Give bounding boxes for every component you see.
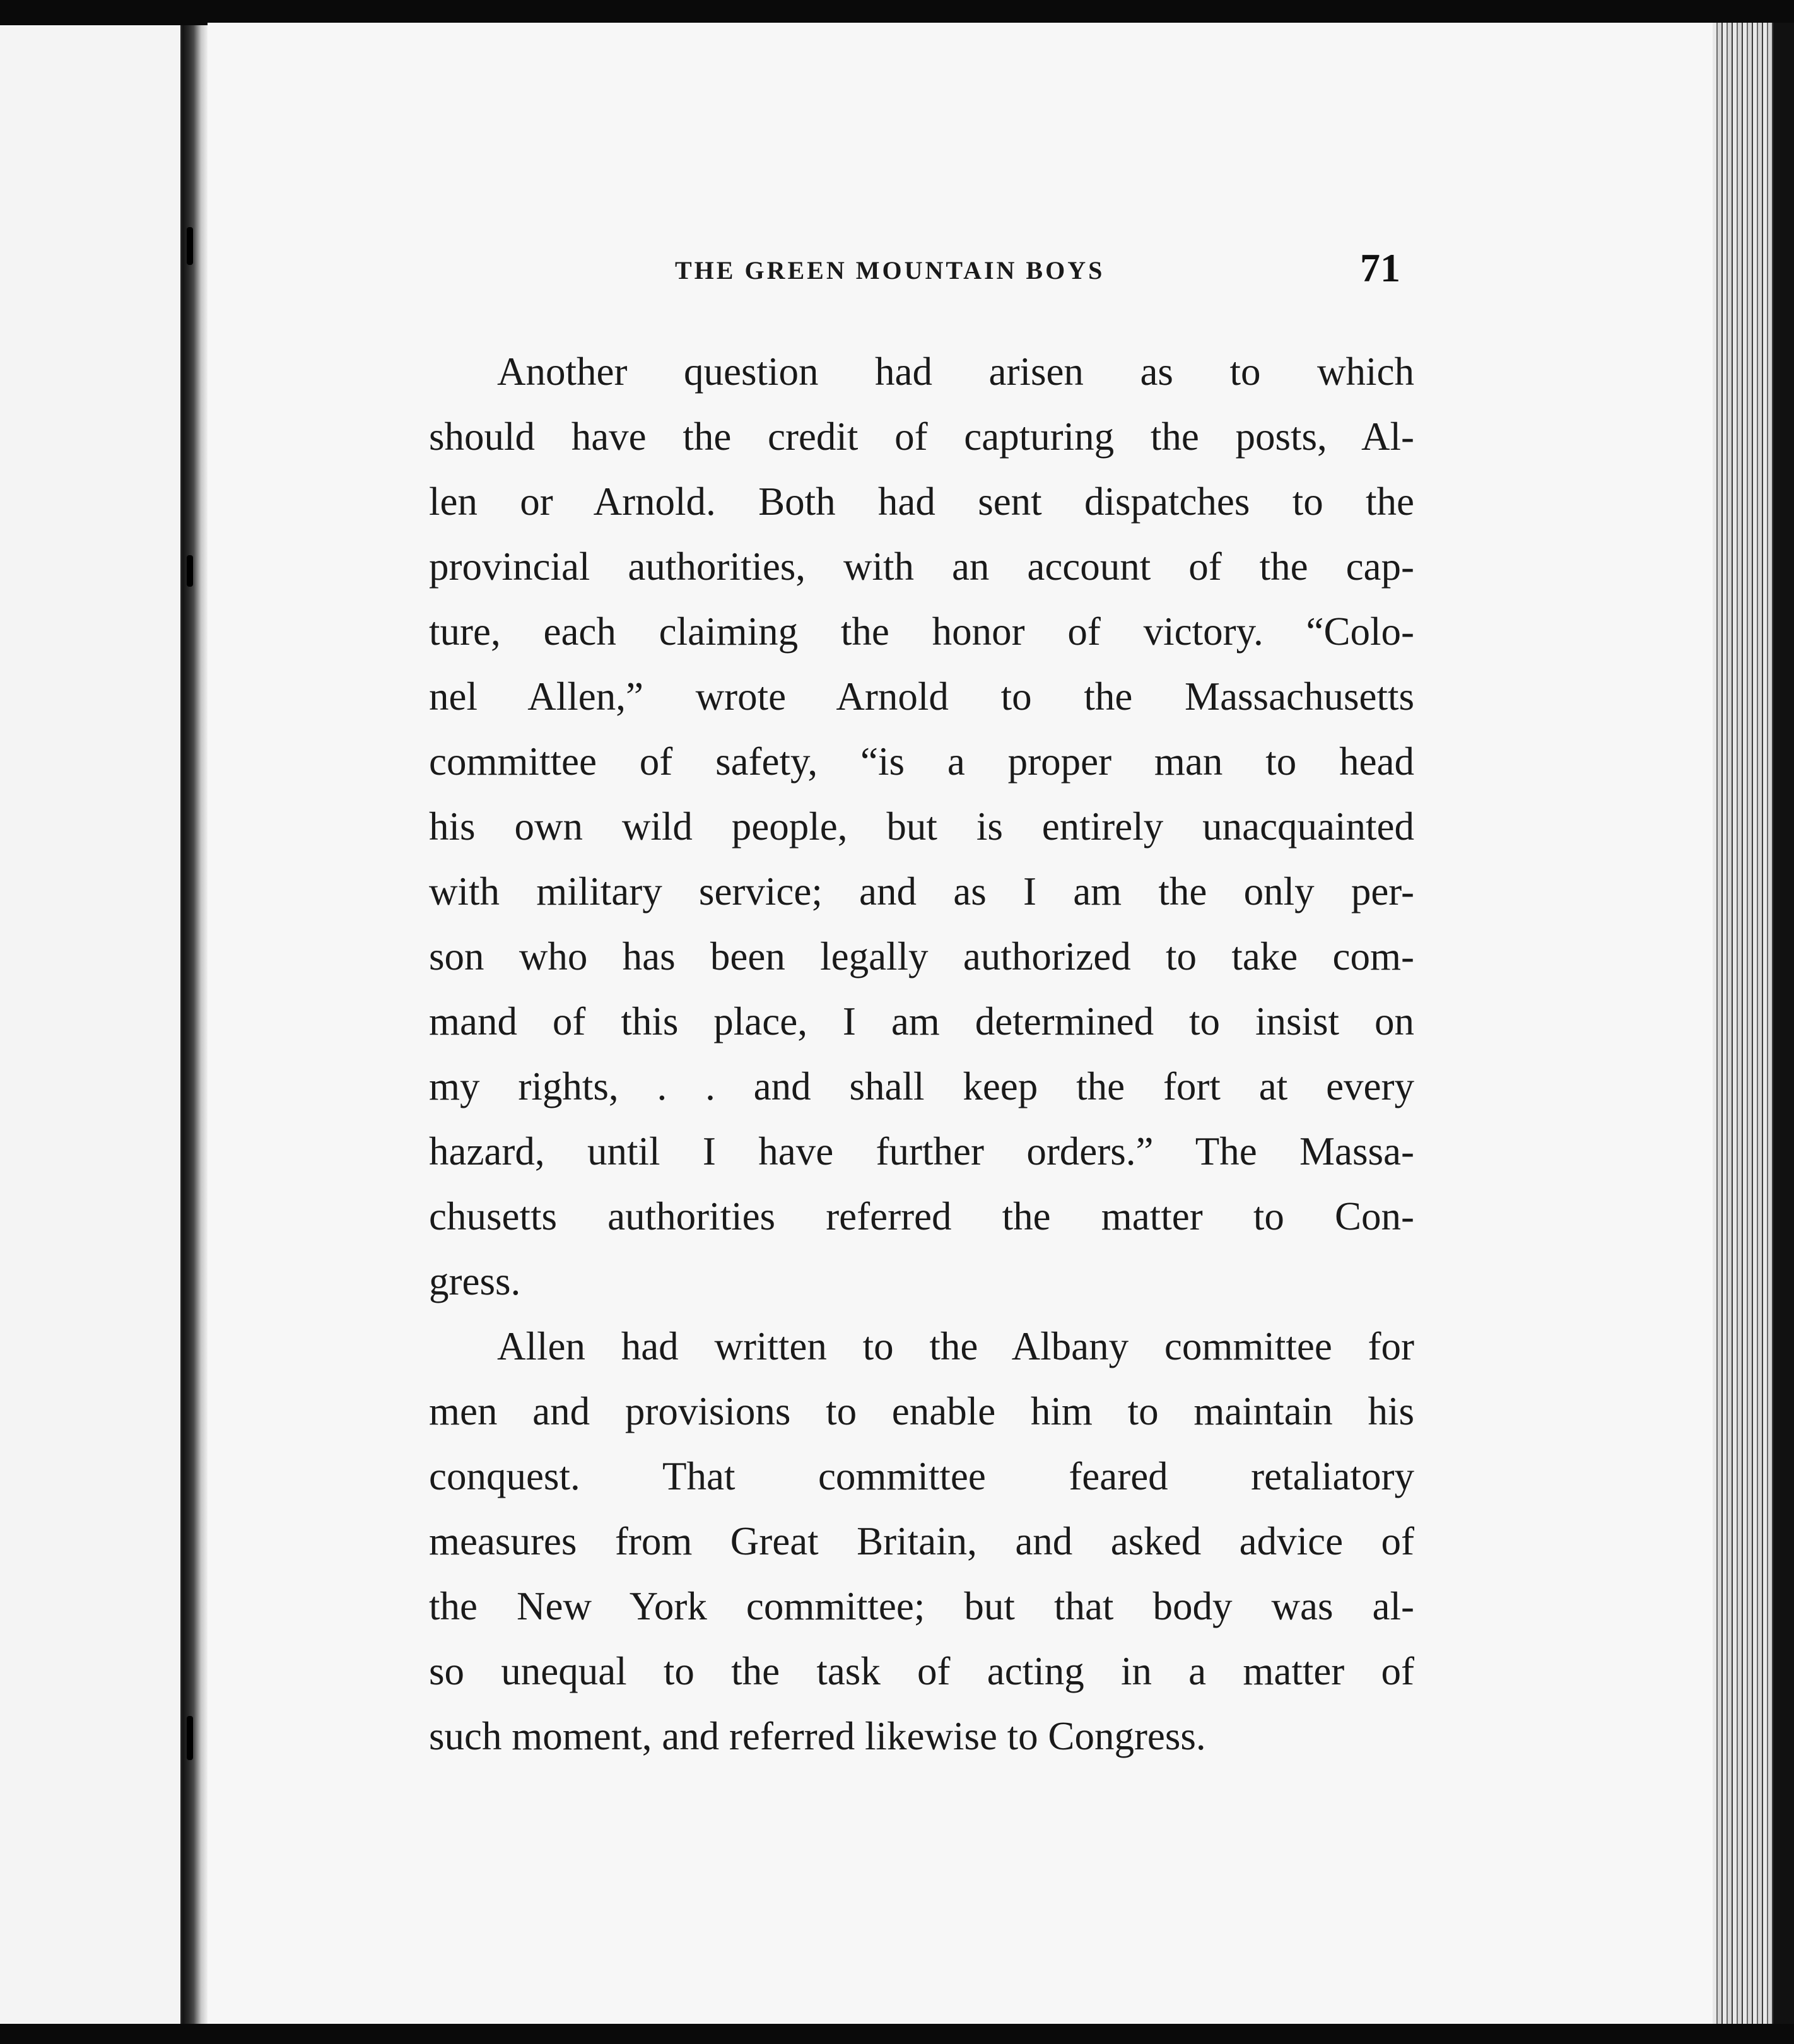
text-line: chusetts authorities referred the matter to Con- (429, 1194, 1414, 1238)
text-line: his own wild people, but is entirely unacquainted (429, 804, 1414, 849)
binding-mark (187, 555, 193, 587)
text-line: gress. (429, 1259, 521, 1303)
text-line: son who has been legally authorized to take com- (429, 934, 1414, 978)
page-edges (1713, 23, 1773, 2024)
binding-mark (187, 1716, 193, 1760)
running-head: THE GREEN MOUNTAIN BOYS (675, 256, 1105, 285)
text-line: provincial authorities, with an account of the cap- (429, 544, 1414, 589)
text-line: my rights, . . and shall keep the fort at every (429, 1064, 1414, 1108)
text-line: men and provisions to enable him to maintain his (429, 1389, 1414, 1433)
text-line: len or Arnold. Both had sent dispatches to the (429, 479, 1414, 524)
text-line: should have the credit of capturing the posts, Al- (429, 414, 1414, 459)
text-line: conquest. That committee feared retaliatory (429, 1454, 1414, 1498)
book-gutter (182, 25, 208, 2024)
text-line: measures from Great Britain, and asked advice of (429, 1519, 1414, 1563)
left-page-blank (0, 25, 182, 2024)
text-line: committee of safety, “is a proper man to head (429, 739, 1414, 784)
text-line: mand of this place, I am determined to insist on (429, 999, 1414, 1043)
text-line: such moment, and referred likewise to Congress. (429, 1714, 1206, 1758)
text-line: hazard, until I have further orders.” The Massa- (429, 1129, 1414, 1173)
page-number: 71 (1360, 245, 1400, 290)
body-text (429, 339, 1414, 1769)
text-line: nel Allen,” wrote Arnold to the Massachusetts (429, 674, 1414, 719)
scan-border (1773, 23, 1794, 2024)
text-line: with military service; and as I am the only per- (429, 869, 1414, 913)
text-line: ture, each claiming the honor of victory. “Colo- (429, 609, 1414, 654)
text-line: the New York committee; but that body was al- (429, 1584, 1414, 1628)
text-line: so unequal to the task of acting in a matter of (429, 1649, 1414, 1693)
text-line: Another question had arisen as to which (497, 349, 1414, 394)
binding-mark (187, 227, 193, 265)
text-line: Allen had written to the Albany committee for (497, 1324, 1414, 1368)
